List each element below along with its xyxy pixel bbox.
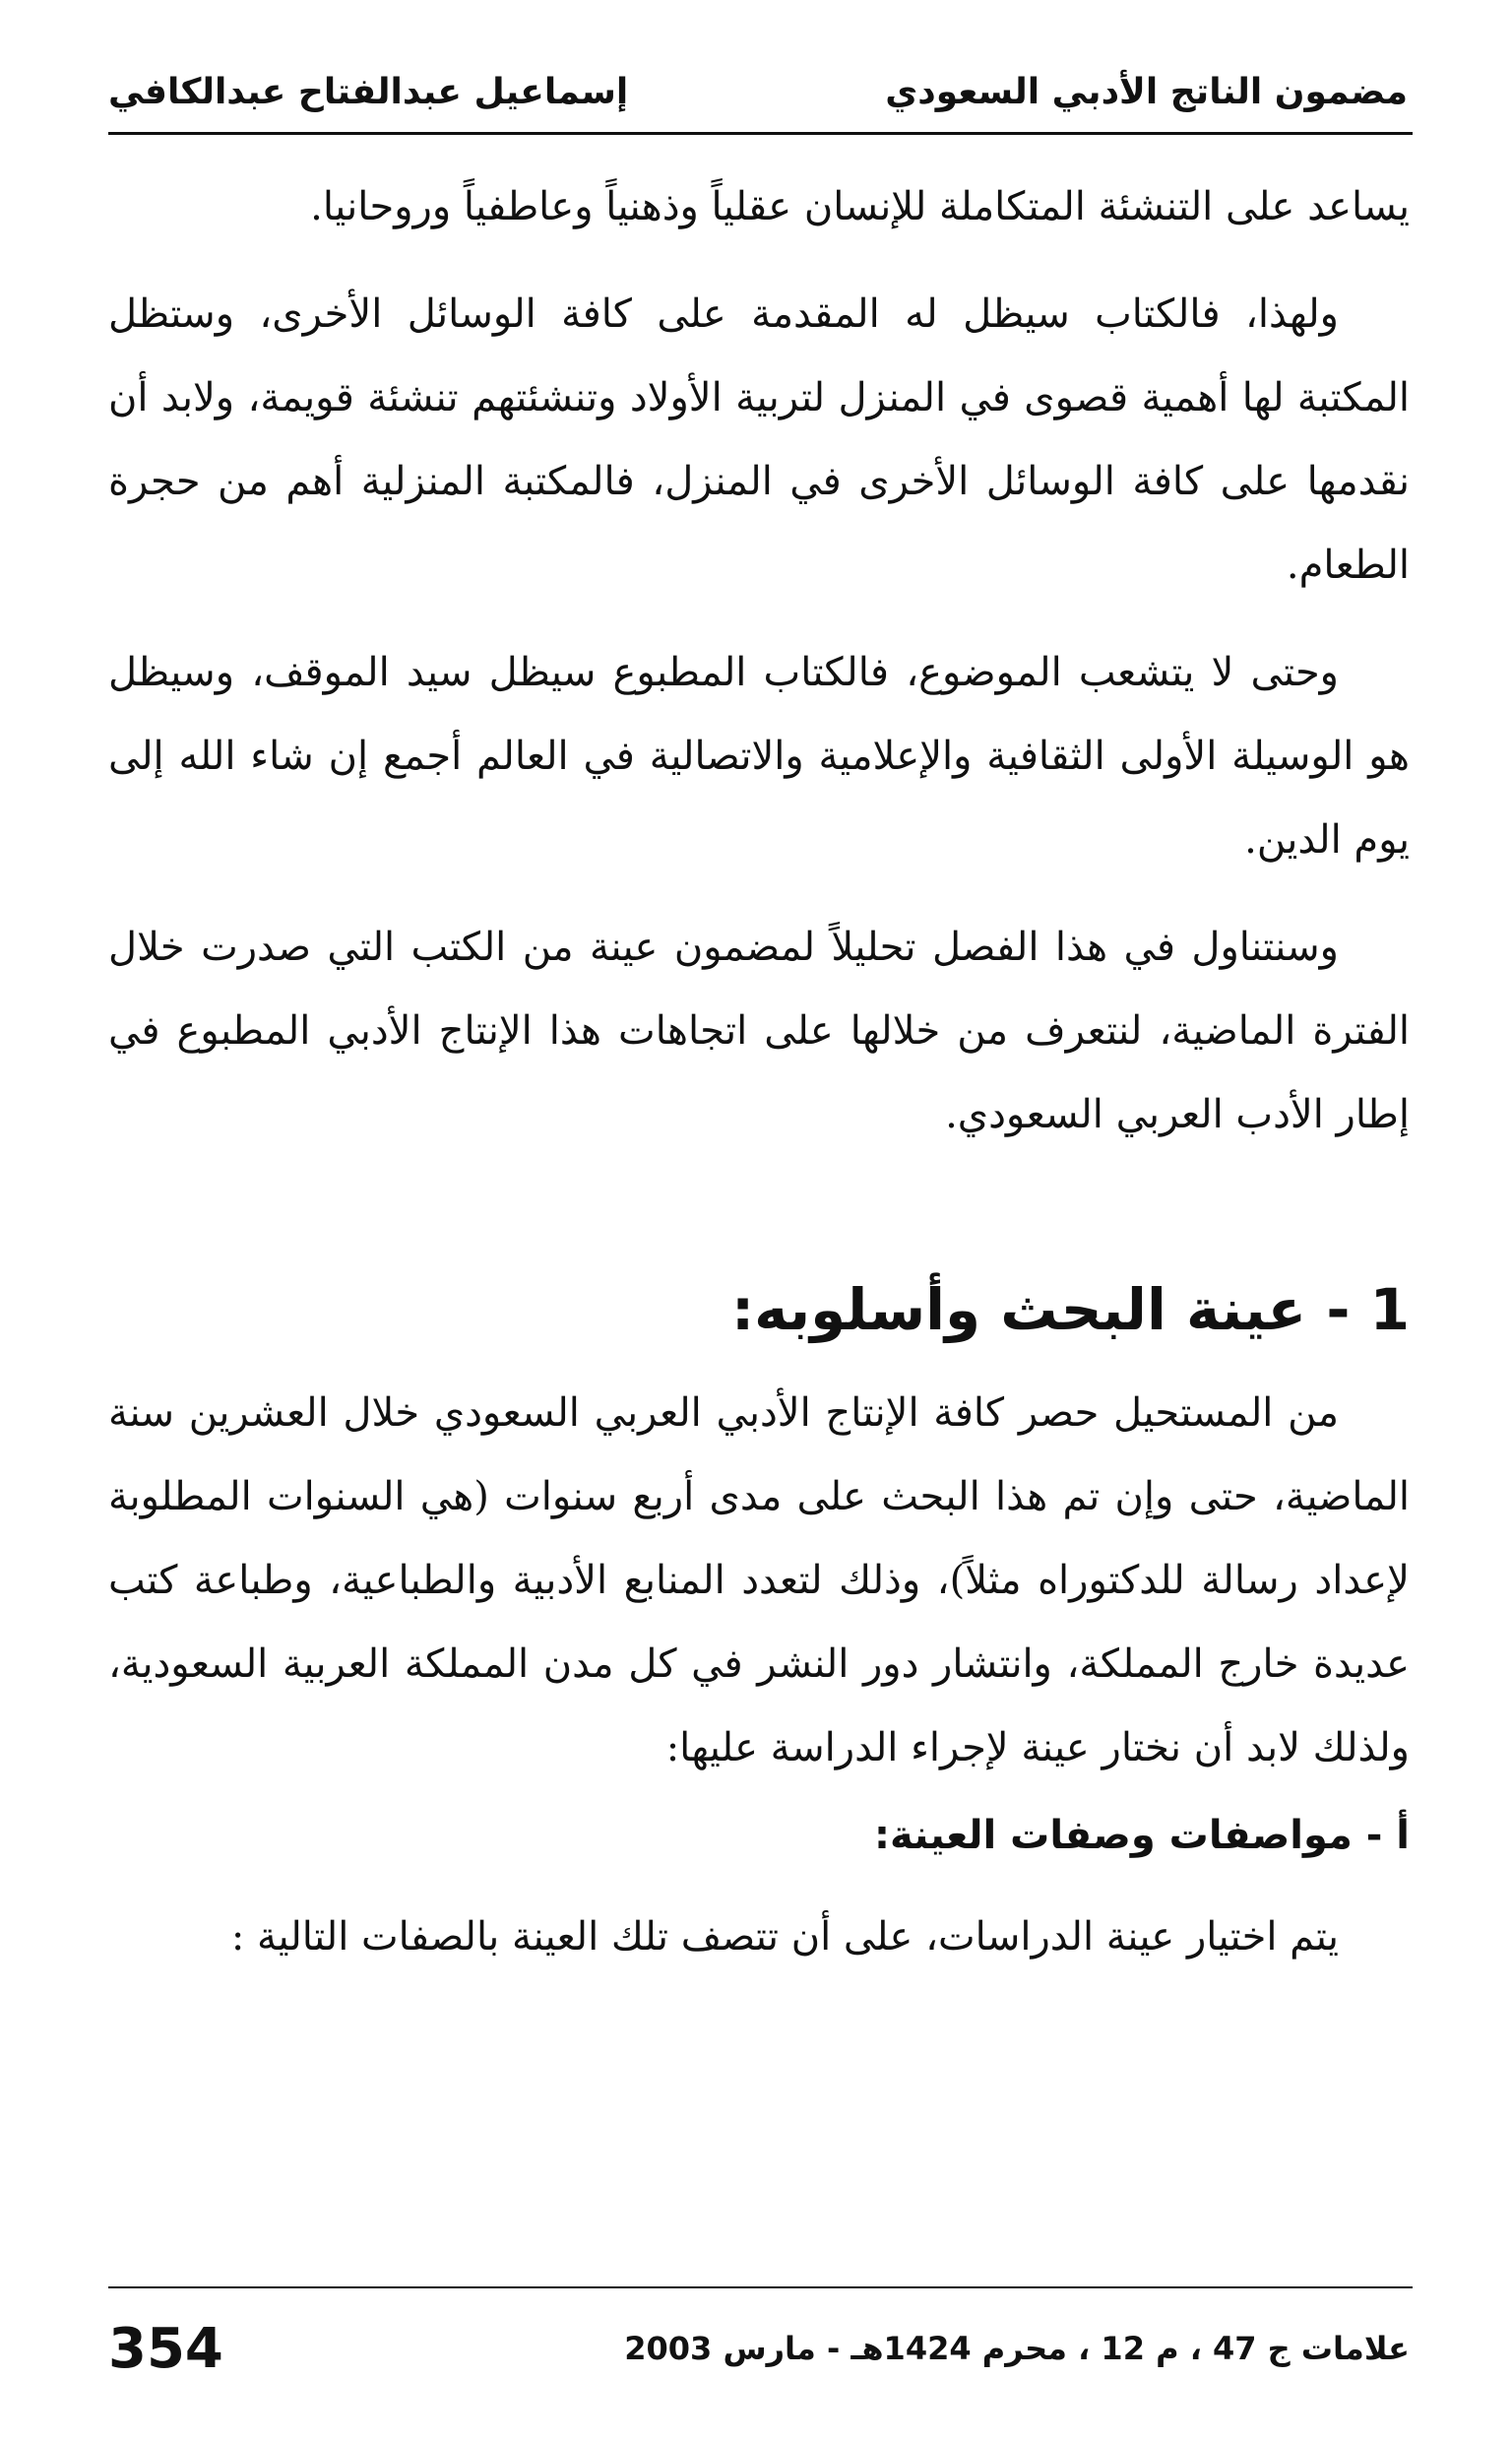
paragraph: يتم اختيار عينة الدراسات، على أن تتصف تلك العينة بالصفات التالية : <box>230 1914 1339 1960</box>
issue-info: علامات ج 47 ، م 12 ، محرم 1424هـ - مارس 2003 <box>624 2330 1410 2367</box>
paragraph: من المستحيل حصر كافة الإنتاج الأدبي العربي السعودي خلال العشرين سنة الماضية، حتى وإن تم هذا البحث على مدى أربع سنوات (هي السنوات المطلوبة لإعداد رسالة للدكتوراه مثلاً)، وذلك لتعدد المنابع الأدبية والطباعية، وطباعة كتب عديدة خارج المملكة، وانتشار دور النشر في كل مدن المملكة العربية السعودية، ولذلك لابد أن نختار عينة لإجراء الدراسة عليها: <box>108 1390 1410 1770</box>
paragraph: ولهذا، فالكتاب سيظل له المقدمة على كافة الوسائل الأخرى، وستظل المكتبة لها أهمية قصوى في المنزل لتربية الأولاد وتنشئتهم تنشئة قويمة، ولابد أن نقدمها على كافة الوسائل الأخرى في المنزل، فالمكتبة المنزلية أهم من حجرة الطعام. <box>108 291 1410 588</box>
page-footer <box>108 2304 1410 2393</box>
header-title: مضمون الناتج الأدبي السعودي <box>885 71 1408 112</box>
paragraph: وحتى لا يتشعب الموضوع، فالكتاب المطبوع سيظل سيد الموقف، وسيظل هو الوسيلة الأولى الثقافية والإعلامية والاتصالية في العالم أجمع إن شاء الله إلى يوم الدين. <box>108 650 1410 863</box>
paragraph-continuation: يساعد على التنشئة المتكاملة للإنسان عقلياً وذهنياً وعاطفياً وروحانيا. <box>310 184 1410 229</box>
footer-divider <box>108 2286 1413 2288</box>
body-text <box>108 165 1410 1979</box>
paragraph: وسنتناول في هذا الفصل تحليلاً لمضمون عينة من الكتب التي صدرت خلال الفترة الماضية، لنتعرف من خلالها على اتجاهات هذا الإنتاج الأدبي المطبوع في إطار الأدب العربي السعودي. <box>108 925 1410 1137</box>
header-author: إسماعيل عبدالفتاح عبدالكافي <box>108 71 629 112</box>
page-number: 354 <box>108 2316 223 2381</box>
section-heading: 1 - عينة البحث وأسلوبه: <box>730 1276 1410 1343</box>
subsection-heading: أ - مواصفات وصفات العينة: <box>874 1813 1410 1858</box>
header-divider <box>108 132 1413 135</box>
running-header <box>108 57 1408 126</box>
